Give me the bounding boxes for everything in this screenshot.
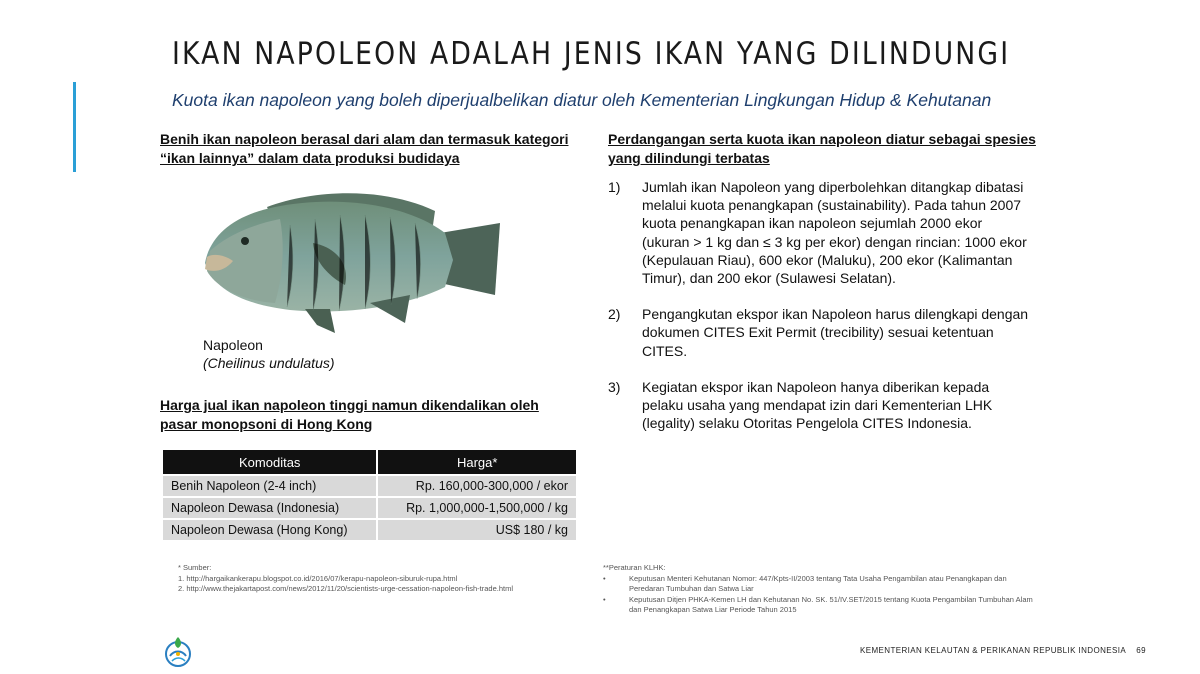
regulations-label: **Peraturan KLHK: — [603, 563, 666, 572]
regulation-points — [608, 178, 1033, 450]
list-item — [603, 595, 1033, 616]
point-number: 1) — [608, 179, 621, 195]
regulations-note — [603, 563, 1033, 616]
page-number: 69 — [1136, 646, 1146, 655]
table-cell-price: US$ 180 / kg — [376, 520, 576, 540]
footer — [860, 646, 1146, 655]
source-link-2[interactable]: 2. http://www.thejakartapost.com/news/2012/11/20/scientists-urge-cessation-napoleon-fish-trade.html — [178, 584, 514, 593]
table-cell-commodity: Napoleon Dewasa (Hong Kong) — [163, 520, 376, 540]
table-cell-price: Rp. 1,000,000-1,500,000 / kg — [376, 498, 576, 518]
table-header-price: Harga* — [376, 450, 576, 474]
slide-title: IKAN NAPOLEON ADALAH JENIS IKAN YANG DILINDUNGI — [172, 36, 1011, 72]
table-cell-commodity: Benih Napoleon (2-4 inch) — [163, 476, 376, 496]
fish-scientific-name: (Cheilinus undulatus) — [203, 355, 335, 371]
right-heading: Perdangangan serta kuota ikan napoleon diatur sebagai spesies yang dilindungi terbatas — [608, 131, 1036, 166]
table-cell-commodity: Napoleon Dewasa (Indonesia) — [163, 498, 376, 518]
list-item — [608, 305, 1033, 360]
table-row — [163, 520, 576, 540]
bullet-icon: • — [603, 594, 606, 604]
table-header-commodity: Komoditas — [163, 450, 376, 474]
point-number: 3) — [608, 378, 621, 395]
fish-caption — [203, 336, 335, 372]
regulation-text: Keputusan Ditjen PHKA-Kemen LH dan Kehutanan No. SK. 51/IV.SET/2015 tentang Kuota Pengambilan Tumbuhan Alam dan Penangkapan Satwa Liar Periode Tahun 2015 — [629, 594, 1033, 614]
point-text: Jumlah ikan Napoleon yang diperbolehkan ditangkap dibatasi melalui kuota penangkapan (sustainability). Pada tahun 2007 kuota penangkapan ikan napoleon sejumlah 2000 ekor (ukuran > 1 kg dan ≤ 3 kg per ekor) dengan rincian: 1000 ekor (Kepulauan Riau), 600 ekor (Maluku), 200 ekor (Kalimantan Timur), dan 200 ekor (Sulawesi Selatan). — [642, 179, 1027, 287]
fish-name: Napoleon — [203, 337, 263, 353]
price-table — [163, 448, 576, 542]
footer-org: KEMENTERIAN KELAUTAN & PERIKANAN REPUBLIK INDONESIA — [860, 646, 1126, 655]
list-item — [608, 378, 1033, 433]
table-row — [163, 498, 576, 518]
accent-bar — [73, 82, 76, 172]
point-text: Pengangkutan ekspor ikan Napoleon harus dilengkapi dengan dokumen CITES Exit Permit (trecibility) sesuai ketentuan CITES. — [642, 306, 1029, 359]
slide-subtitle: Kuota ikan napoleon yang boleh diperjualbelikan diatur oleh Kementerian Lingkungan Hidup & Kehutanan — [172, 90, 992, 110]
list-item — [608, 178, 1033, 287]
source-link-1[interactable]: 1. http://hargaikankerapu.blogspot.co.id/2016/07/kerapu-napoleon-siburuk-rupa.html — [178, 573, 458, 583]
sources-label: * Sumber: — [178, 563, 212, 572]
regulation-text: Keputusan Menteri Kehutanan Nomor: 447/Kpts-II/2003 tentang Tata Usaha Pengambilan atau Penangkapan dan Peredaran Tumbuhan dan Satwa Liar — [629, 573, 1007, 593]
napoleon-fish-image — [195, 185, 510, 335]
table-row — [163, 476, 576, 496]
sources-note — [178, 563, 558, 595]
kkp-logo-icon — [163, 634, 193, 668]
point-text: Kegiatan ekspor ikan Napoleon hanya diberikan kepada pelaku usaha yang mendapat izin dari Kementerian LHK (legality) selaku Otoritas Pengelola CITES Indonesia. — [642, 378, 993, 432]
price-heading: Harga jual ikan napoleon tinggi namun dikendalikan oleh pasar monopsoni di Hong Kong — [160, 397, 539, 432]
left-heading: Benih ikan napoleon berasal dari alam dan termasuk kategori “ikan lainnya” dalam data produksi budidaya — [160, 131, 569, 166]
table-cell-price: Rp. 160,000-300,000 / ekor — [376, 476, 576, 496]
bullet-icon: • — [603, 573, 606, 583]
list-item — [603, 574, 1033, 595]
point-number: 2) — [608, 306, 621, 323]
